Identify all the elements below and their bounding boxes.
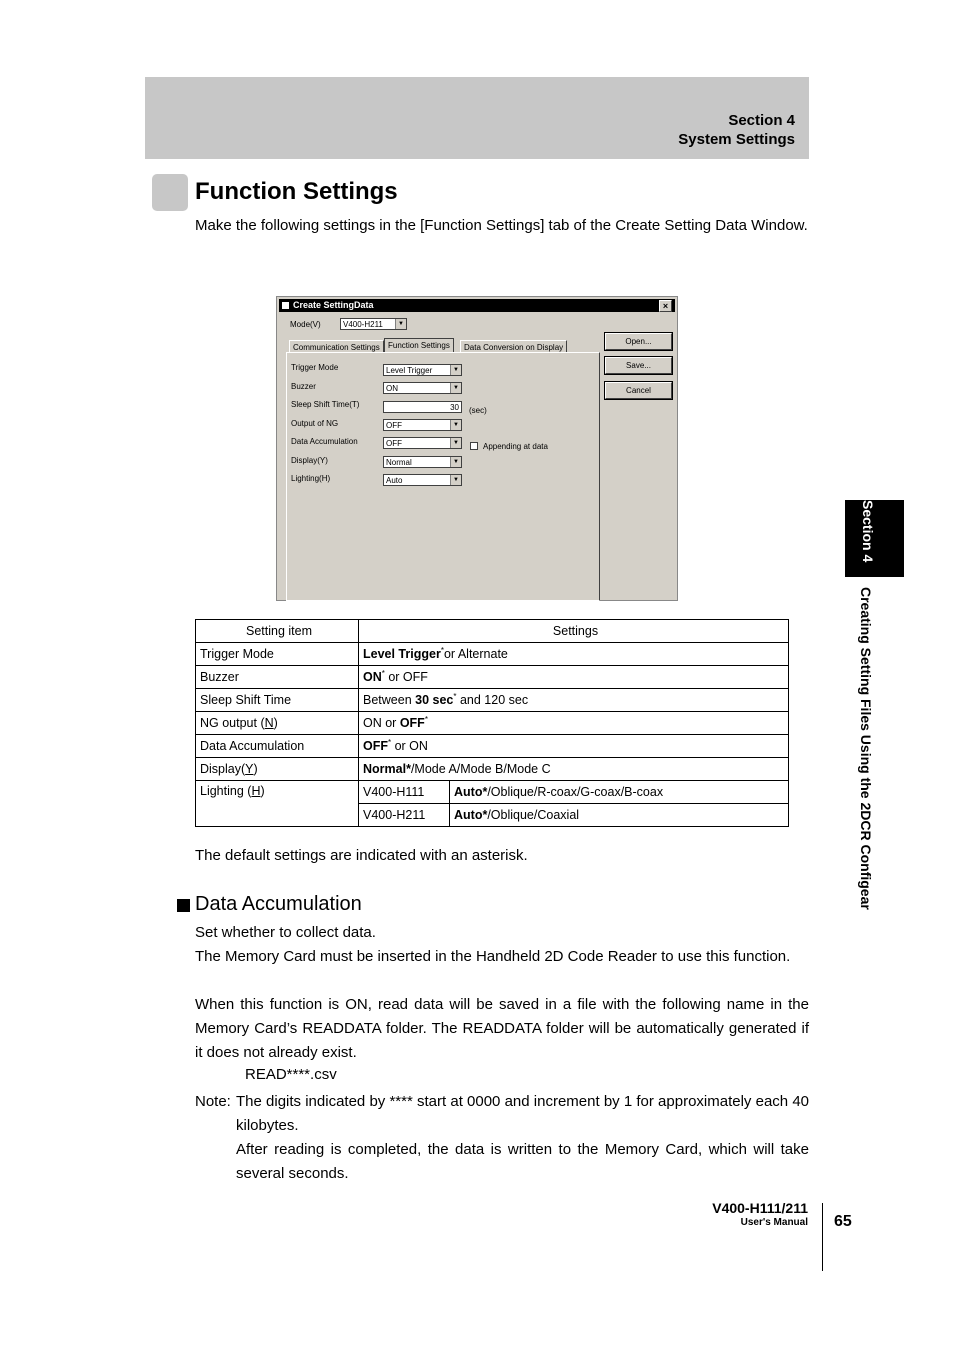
intro-paragraph: Make the following settings in the [Function Settings] tab of the Create Setting Data Window.: [195, 217, 808, 234]
square-bullet-icon: [177, 899, 190, 912]
field-label-data-accumulation: Data Accumulation: [291, 437, 358, 446]
table-row: [196, 689, 789, 712]
row-item: Trigger Mode: [196, 643, 359, 666]
field-label-output-ng: Output of NG: [291, 419, 339, 428]
sleep-shift-input[interactable]: 30: [383, 401, 462, 413]
row-settings: ON or OFF*: [359, 712, 789, 735]
mode-select[interactable]: [340, 318, 407, 330]
trigger-mode-value: Level Trigger: [386, 366, 433, 375]
sec-unit-label: (sec): [469, 406, 487, 415]
display-value: Normal: [386, 458, 412, 467]
header-settings: Settings: [359, 620, 789, 643]
row-item: Buzzer: [196, 666, 359, 689]
chevron-down-icon: ▼: [450, 457, 461, 467]
output-ng-value: OFF: [386, 421, 402, 430]
row-item: Sleep Shift Time: [196, 689, 359, 712]
row-settings: Level Trigger*or Alternate: [359, 643, 789, 666]
pre-text: Between: [363, 693, 416, 707]
table-row: [196, 666, 789, 689]
appending-label: Appending at data: [483, 442, 548, 451]
page-title: Function Settings: [195, 178, 398, 205]
header-setting-item: Setting item: [196, 620, 359, 643]
app-icon: [282, 302, 289, 309]
chevron-down-icon: ▼: [450, 420, 461, 430]
item-text: NG output (: [200, 716, 265, 730]
tab-data-conversion[interactable]: Data Conversion on Display: [460, 340, 567, 353]
settings-table: [195, 619, 789, 827]
footer-model: V400-H111/211: [712, 1200, 808, 1216]
model-cell: V400-H111: [359, 781, 450, 804]
window-title: Create SettingData: [293, 300, 374, 310]
row-settings: Between 30 sec* and 120 sec: [359, 689, 789, 712]
other-values: or ON: [391, 739, 428, 753]
create-setting-data-window: [276, 296, 678, 601]
note-text: After reading is completed, the data is written to the Memory Card, which will take several seconds.: [236, 1141, 809, 1182]
row-settings: [359, 758, 789, 781]
item-text: ): [253, 762, 258, 776]
shortcut-key: N: [264, 716, 274, 730]
page-number: 65: [834, 1213, 852, 1230]
note-text: The digits indicated by **** start at 0000 and increment by 1 for approximately each 40 kilobytes.: [236, 1093, 809, 1134]
other-values: /Oblique/R-coax/G-coax/B-coax: [487, 785, 664, 799]
row-item: Data Accumulation: [196, 735, 359, 758]
header-section-title: System Settings: [678, 131, 795, 148]
filename: READ****.csv: [245, 1066, 337, 1083]
row-item: [196, 758, 359, 781]
table-row: [196, 781, 789, 804]
heading-marker: [152, 174, 188, 211]
table-header-row: [196, 620, 789, 643]
item-text: ): [273, 716, 278, 730]
field-label-sleep-shift: Sleep Shift Time(T): [291, 400, 360, 409]
default-value: OFF: [363, 739, 388, 753]
paragraph: When this function is ON, read data will be saved in a file with the following name in the Memory Card’s READDATA folder. The READDATA folder will be automatically generated if it does not already exist.: [195, 996, 809, 1061]
shortcut-key: H: [251, 784, 261, 798]
tab-function-settings[interactable]: Function Settings: [384, 338, 454, 353]
section-heading: Data Accumulation: [195, 893, 362, 915]
default-value: OFF: [399, 716, 425, 730]
close-icon[interactable]: ×: [659, 300, 672, 312]
other-values: /Oblique/Coaxial: [487, 808, 580, 822]
appending-checkbox[interactable]: [470, 442, 478, 450]
paragraph: The Memory Card must be inserted in the Handheld 2D Code Reader to use this function.: [195, 948, 791, 965]
header-section-number: Section 4: [728, 112, 795, 129]
window-titlebar: [279, 299, 675, 312]
table-row: [196, 712, 789, 735]
chevron-down-icon: ▼: [450, 475, 461, 485]
section-header-band: [145, 77, 809, 159]
default-value: Level Trigger: [363, 647, 441, 661]
mode-value: V400-H211: [343, 320, 383, 329]
lighting-select[interactable]: [383, 474, 462, 486]
row-settings: OFF* or ON: [359, 735, 789, 758]
footer-manual: User's Manual: [740, 1217, 808, 1228]
default-value: Auto*: [454, 785, 488, 799]
chevron-down-icon: ▼: [450, 383, 461, 393]
default-note: The default settings are indicated with an asterisk.: [195, 847, 528, 864]
default-value: ON: [363, 670, 382, 684]
save-button[interactable]: Save...: [605, 357, 672, 374]
field-label-buzzer: Buzzer: [291, 382, 316, 391]
display-select[interactable]: [383, 456, 462, 468]
chevron-down-icon: ▼: [450, 365, 461, 375]
model-cell: V400-H211: [359, 804, 450, 827]
pre-text: ON or: [363, 716, 400, 730]
table-row: [196, 643, 789, 666]
field-label-trigger-mode: Trigger Mode: [291, 363, 339, 372]
row-settings: [450, 781, 789, 804]
output-ng-select[interactable]: [383, 419, 462, 431]
other-values: or OFF: [384, 670, 428, 684]
side-tab-section: Section 4: [860, 500, 876, 563]
chevron-down-icon: ▼: [450, 438, 461, 448]
tab-communication-settings[interactable]: Communication Settings: [289, 340, 384, 353]
row-item: [196, 781, 359, 827]
row-settings: ON* or OFF: [359, 666, 789, 689]
item-text: Lighting (: [200, 784, 252, 798]
buzzer-select[interactable]: [383, 382, 462, 394]
footer-divider: [822, 1203, 823, 1271]
default-value: 30 sec: [415, 693, 454, 707]
open-button[interactable]: Open...: [605, 333, 672, 350]
default-value: Normal*: [363, 762, 411, 776]
field-label-lighting: Lighting(H): [291, 474, 331, 483]
data-accumulation-select[interactable]: [383, 437, 462, 449]
paragraph: Set whether to collect data.: [195, 924, 376, 941]
mode-label: Mode(V): [290, 320, 321, 329]
row-settings: [450, 804, 789, 827]
note-label: Note:: [195, 1093, 231, 1110]
default-value: Auto*: [454, 808, 488, 822]
row-item: [196, 712, 359, 735]
table-row: [196, 735, 789, 758]
other-values: /Mode A/Mode B/Mode C: [410, 762, 551, 776]
item-text: ): [260, 784, 265, 798]
buzzer-value: ON: [386, 384, 398, 393]
other-values: and 120 sec: [456, 693, 529, 707]
field-label-display: Display(Y): [291, 456, 328, 465]
chevron-down-icon: ▼: [395, 319, 406, 329]
shortcut-key: Y: [245, 762, 254, 776]
lighting-value: Auto: [386, 476, 403, 485]
other-values: or Alternate: [443, 647, 508, 661]
item-text: Display(: [200, 762, 246, 776]
side-tab-title: Creating Setting Files Using the 2DCR Configear: [858, 587, 874, 910]
cancel-button[interactable]: Cancel: [605, 382, 672, 399]
table-row: [196, 758, 789, 781]
data-accumulation-value: OFF: [386, 439, 402, 448]
trigger-mode-select[interactable]: [383, 364, 462, 376]
